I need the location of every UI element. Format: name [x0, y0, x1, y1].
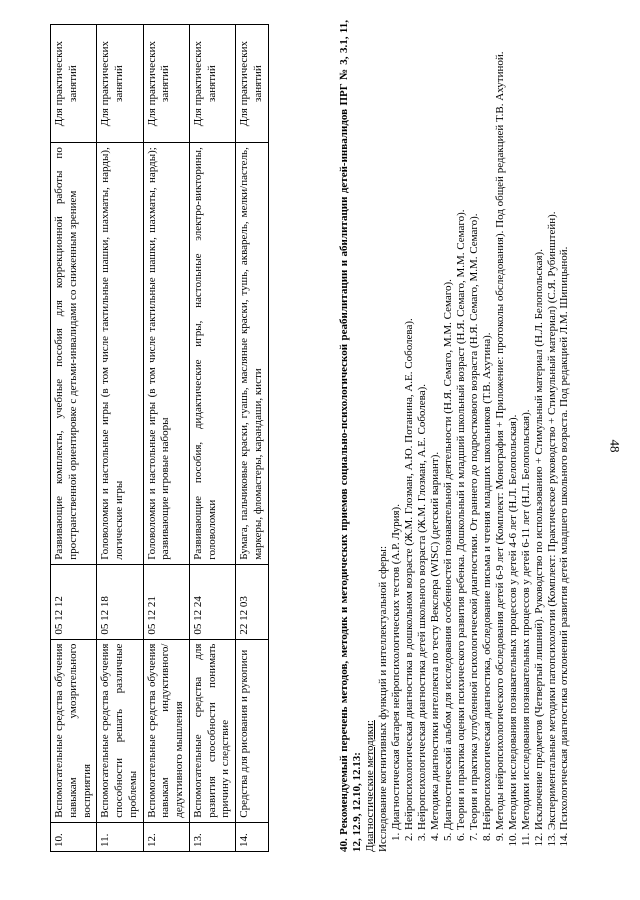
row-name: Вспомогательные средства обучения навыкам индуктивного/дедуктивного мышления: [143, 639, 189, 822]
list-item: 11. Методики исследования познавательных процессов у детей 6-11 лет (Н.Л. Белопольская).: [520, 20, 533, 830]
page-number: 48: [607, 439, 623, 453]
section-number: 40.: [338, 838, 350, 852]
list-item: 10. Методики исследования познавательных процессов у детей 4-6 лет (Н.Л. Белопольская).: [507, 20, 520, 830]
row-code: 05 12 18: [97, 564, 143, 639]
table-row: [51, 25, 97, 852]
list-item: 8. Нейропсихологическая диагностика, обследование письма и чтения младших школьников (Т.В. Ахутина).: [481, 20, 494, 830]
table-row: [143, 25, 189, 852]
methods-list: [390, 20, 572, 852]
list-item: 6. Теория и практика оценки психического развития ребенка. Дошкольный и младший школьный возраст (Н.Я. Семаго, М.М. Семаго).: [455, 20, 468, 830]
row-number: 11.: [97, 822, 143, 851]
row-code: 05 12 21: [143, 564, 189, 639]
row-number: 12.: [143, 822, 189, 851]
row-name: Вспомогательные средства для развития способности понимать причину и следствие: [189, 639, 235, 822]
row-number: 14.: [236, 822, 269, 851]
list-item: 14. Психологическая диагностика отклонений развития детей младшего школьного возраста. Под редакцией Л.М. Шипицыной.: [558, 20, 571, 830]
row-purpose: Для практических занятий: [51, 25, 97, 143]
row-name: Вспомогательные средства обучения навыкам умозрительного восприятия: [51, 639, 97, 822]
table-row: [189, 25, 235, 852]
list-item: 4. Методика диагностики интеллекта по тесту Векслера (WISC) (детский вариант).: [429, 20, 442, 830]
row-description: Бумага, пальчиковые краски, гуашь, масляные краски, тушь, акварель, мелки/пастель, маркеры, фломастеры, карандаши, кисти: [236, 143, 269, 565]
list-item: 9. Методы нейропсихологического обследования детей 6-9 лет (Комплект: Монография + Приложение: протоколы обследования). Под общей редакцией Т.В. Ахутиной.: [494, 20, 507, 830]
list-item: 1. Диагностическая батарея нейропсихологических тестов (А.Р. Лурия).: [390, 20, 403, 830]
section-title: [338, 20, 364, 852]
row-description: Головоломки и настольные игры (в том числе тактильные шашки, шахматы, нарды); развивающие игровые наборы: [143, 143, 189, 565]
list-item: 3. Нейропсихологическая диагностика детей школьного возраста (Ж.М. Глозман, А.Е. Соболева).: [416, 20, 429, 830]
methods-section: [338, 20, 571, 852]
section-intro: Исследование когнитивных функций и интеллектуальной сферы:: [376, 545, 389, 852]
row-code: 05 12 12: [51, 564, 97, 639]
table-row: [236, 25, 269, 852]
table-row: [97, 25, 143, 852]
row-purpose: Для практических занятий: [236, 25, 269, 143]
row-number: 13.: [189, 822, 235, 851]
rotated-page: [40, 0, 600, 860]
row-code: 22 12 03: [236, 564, 269, 639]
row-code: 05 12 24: [189, 564, 235, 639]
row-description: Головоломки и настольные игры (в том числе тактильные шашки, шахматы, нарды), логические игры: [97, 143, 143, 565]
row-description: Развивающие пособия, дидактические игры, настольные электро-викторины, головоломки: [189, 143, 235, 565]
list-item: 2. Нейропсихологическая диагностика в дошкольном возрасте (Ж.М. Глозман, А.Ю. Потанина, А.Е. Соболева).: [403, 20, 416, 830]
list-item: 13. Экспериментальные методики патопсихологии (Комплект: Практическое руководство + Стимульный материал) (С.Я. Рубинштейн).: [546, 20, 559, 830]
list-item: 12. Исключение предметов (Четвертый лишний). Руководство по использованию + Стимульный материал (Н.Л. Белопольская).: [533, 20, 546, 830]
equipment-table: [50, 24, 269, 852]
row-purpose: Для практических занятий: [97, 25, 143, 143]
row-purpose: Для практических занятий: [189, 25, 235, 143]
list-item: 7. Теория и практика углубленной психологической диагностики. От раннего до подросткового возраста (Н.Я. Семаго, М.М. Семаго).: [468, 20, 481, 830]
row-name: Вспомогательные средства обучения способности решать различные проблемы: [97, 639, 143, 822]
row-number: 10.: [51, 822, 97, 851]
list-item: 5. Диагностический альбом для исследования особенностей познавательной деятельности (Н.Я. Семаго, М.М. Семаго).: [442, 20, 455, 830]
row-name: Средства для рисования и рукописи: [236, 639, 269, 822]
row-description: Развивающие комплекты, учебные пособия для коррекционной работы по пространственной ориентировке с детьми-инвалидами со сниженным зрением: [51, 143, 97, 565]
section-subtitle: Диагностические методики:: [363, 720, 376, 852]
row-purpose: Для практических занятий: [143, 25, 189, 143]
section-title-text: Рекомендуемый перечень методов, методик и методических приемов социально-психологической реабилитации и абилитации детей-инвалидов ПРГ № 3, 3.1, 11, 12, 12.9, 12.10, 12.13:: [338, 20, 363, 852]
